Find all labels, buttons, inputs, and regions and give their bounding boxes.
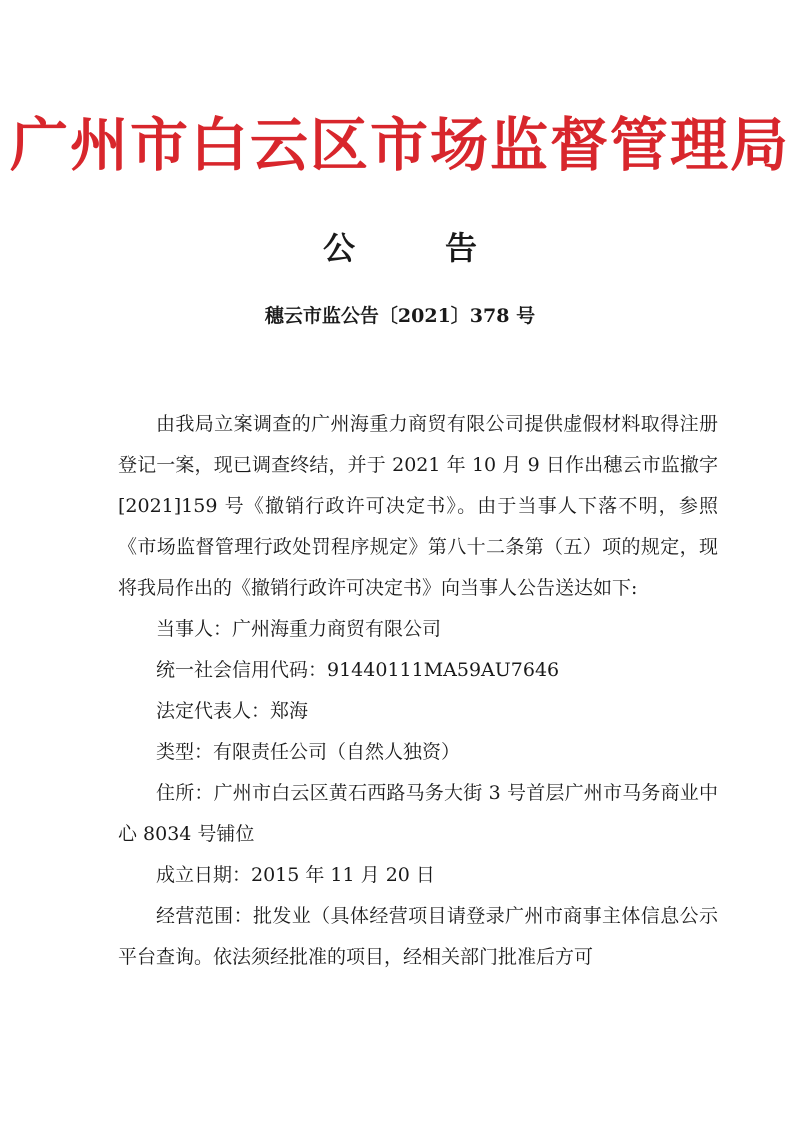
document-number: 穗云市监公告〔2021〕378 号 [264, 305, 536, 327]
announcement-body [118, 404, 718, 978]
party-line: 当事人：广州海重力商贸有限公司 [156, 618, 442, 640]
intro-paragraph: 由我局立案调查的广州海重力商贸有限公司提供虚假材料取得注册登记一案，现已调查终结，并于 2021 年 10 月 9 日作出穗云市监撤字[2021]159 号《撤销行政许可决定书》。由于当事人下落不明，参照《市场监督管理行政处罚程序规定》第八十二条第（五）项的规定，现将我局作出的《撤销行政许可决定书》向当事人公告送达如下: [118, 413, 718, 599]
doc-type-char-2: 告 [445, 229, 478, 267]
address-paragraph: 住所：广州市白云区黄石西路马务大街 3 号首层广州市马务商业中心 8034 号铺位 [118, 782, 718, 845]
company-type-line: 类型：有限责任公司（自然人独资） [156, 741, 461, 763]
business-scope-paragraph: 经营范围：批发业（具体经营项目请登录广州市商事主体信息公示平台查询。依法须经批准的项目，经相关部门批准后方可 [118, 905, 718, 968]
founded-date-line: 成立日期：2015 年 11 月 20 日 [156, 864, 435, 886]
agency-header-title: 广州市白云区市场监督管理局 [9, 111, 790, 179]
credit-code-line: 统一社会信用代码：91440111MA59AU7646 [156, 659, 560, 681]
document-type-heading [0, 220, 800, 276]
legal-rep-line: 法定代表人：郑海 [156, 700, 309, 722]
doc-type-char-1: 公 [322, 229, 355, 267]
